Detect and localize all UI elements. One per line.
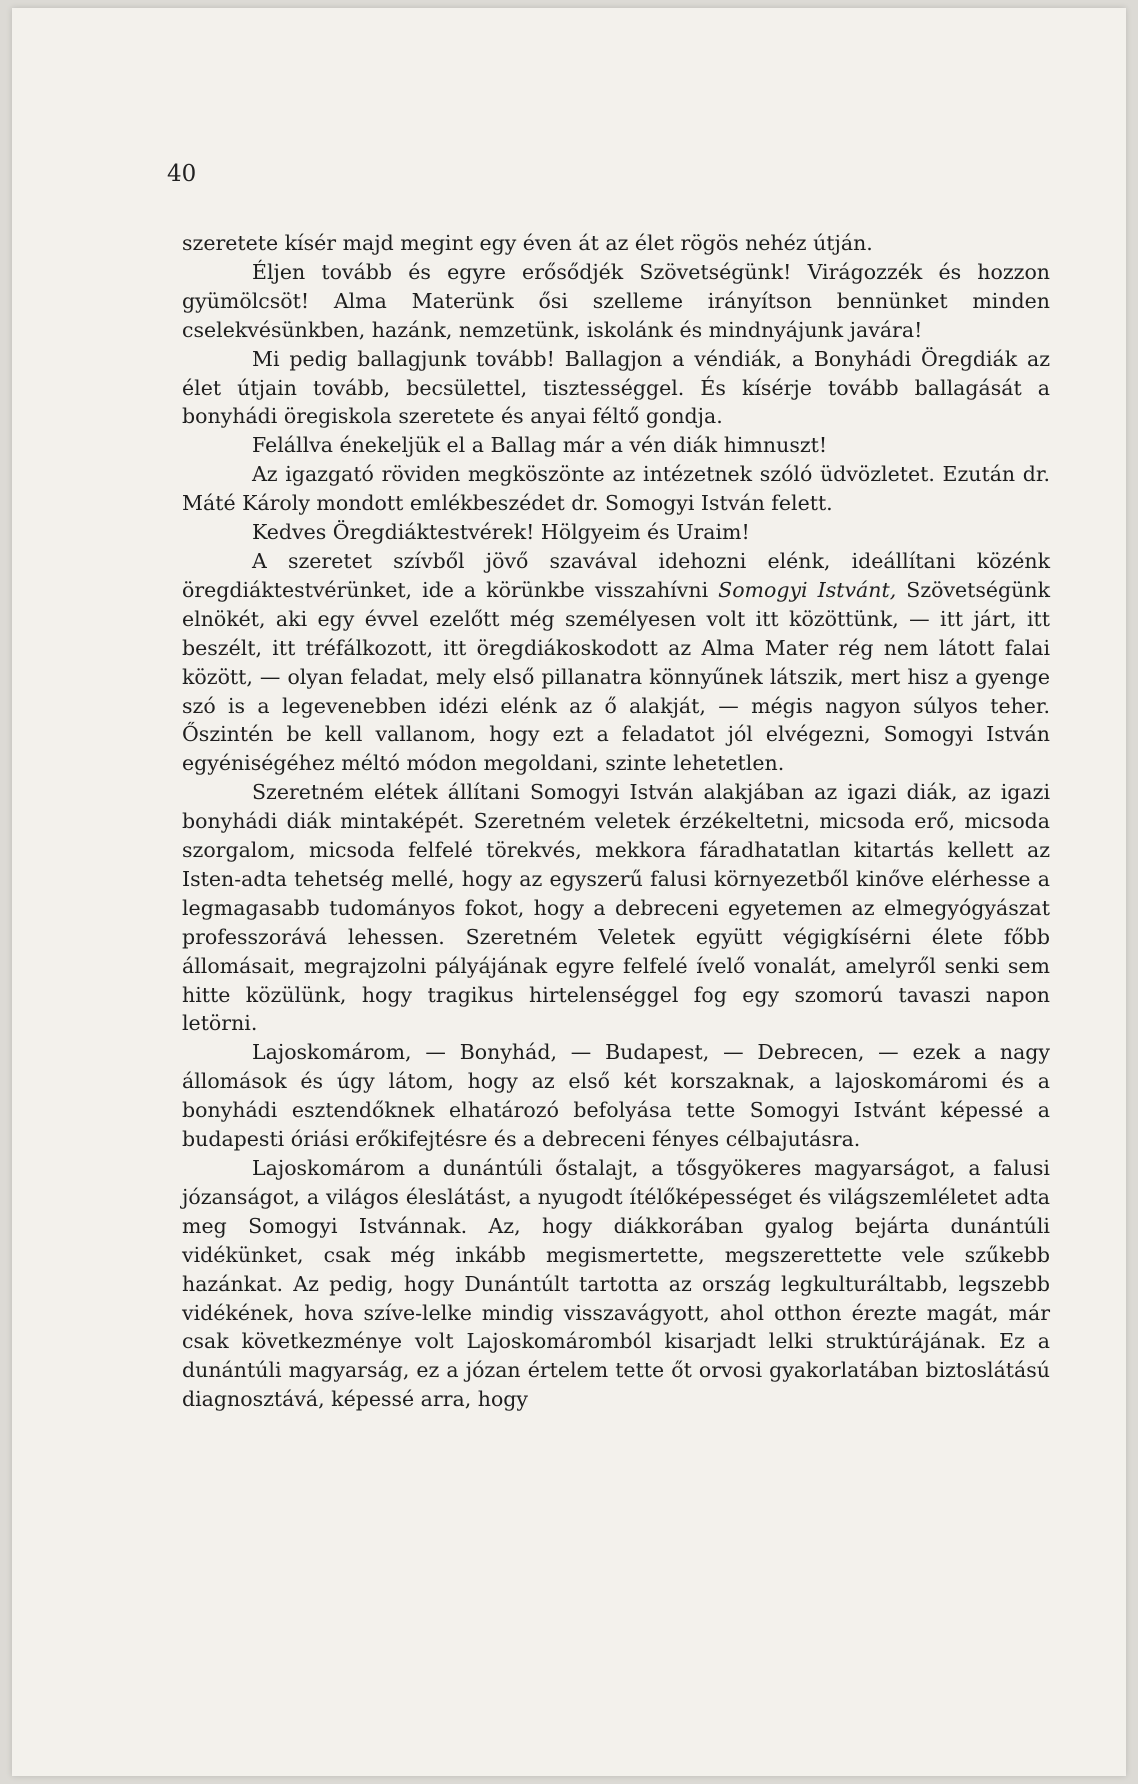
text-run: Mi pedig ballagjunk tovább! Ballagjon a véndiák, a Bonyhádi Öregdiák az élet útjain tovább, becsülettel, tisztességgel. És kísérje tovább ballagását a bonyhádi öregiskola szeretete és anyai féltő gondja. [182, 346, 1050, 429]
text-run: Éljen tovább és egyre erősődjék Szövetségünk! Virágozzék és hozzon gyümölcsöt! Alma Materünk ősi szelleme irányítson bennünket minden cselekvésünkben, hazánk, nemzetünk, iskolánk és mindnyájunk javára! [182, 259, 1050, 342]
text-run: Lajoskomárom a dunántúli őstalajt, a tősgyökeres magyarságot, a falusi józanságot, a világos éleslátást, a nyugodt ítélőképességet és világszemléletet adta meg Somogyi Istvánnak. Az, hogy diákkorában gyalog bejárta dunántúli vidékünket, csak még inkább megismertette, megszerettette vele szűkebb hazánkat. Az pedig, hogy Dunántúlt tartotta az ország legkulturáltabb, legszebb vidékének, hova szíve-lelke mindig visszavágyott, ahol otthon érezte magát, már csak következménye volt Lajoskomáromból kisarjadt lelki struktúrájának. Ez a dunántúli magyarság, ez a józan értelem tette őt orvosi gyakorlatában biztoslátású diagnosztává, képessé arra, hogy [182, 1156, 1050, 1412]
paragraph [182, 431, 1050, 460]
paragraph [182, 258, 1050, 345]
text-run: Szeretném elétek állítani Somogyi István alakjában az igazi diák, az igazi bonyhádi diák mintaképét. Szeretném veletek érzékeltetni, micsoda erő, micsoda szorgalom, micsoda felfelé törekvés, mekkora fáradhatatlan kitartás kellett az Isten-adta tehetség mellé, hogy az egyszerű falusi környezetből kinőve elérhesse a legmagasabb tudományos fokot, hogy a debreceni egyetemen az elmegyógyászat professzorává lehessen. Szeretném Veletek együtt végigkísérni élete főbb állomásait, megrajzolni pályájának egyre felfelé ívelő vonalát, amelyről senki sem hitte közülünk, hogy tragikus hirtelenséggel fog egy szomorú tavaszi napon letörni. [182, 780, 1050, 1036]
text-run: szeretete kísér majd megint egy éven át az élet rögös nehéz útján. [182, 231, 873, 255]
paragraph [182, 518, 1050, 547]
paragraph [182, 1154, 1050, 1414]
text-run: Lajoskomárom, — Bonyhád, — Budapest, — Debrecen, — ezek a nagy állomások és úgy látom, hogy az első két korszaknak, a lajoskomáromi és a bonyhádi esztendőknek elhatározó befolyása tette Somogyi Istvánt képessé a budapesti óriási erőkifejtésre és a debreceni fényes célbajutásra. [182, 1040, 1050, 1152]
paragraph [182, 229, 1050, 258]
paragraph [182, 460, 1050, 518]
text-run: Kedves Öregdiáktestvérek! Hölgyeim és Uraim! [252, 520, 750, 545]
text-run: Felállva énekeljük el a Ballag már a vén diák himnuszt! [252, 433, 828, 458]
book-page [12, 8, 1126, 1776]
text-run: Szövetségünk elnökét, aki egy évvel ezelőtt még személyesen volt itt közöttünk, — itt járt, itt beszélt, itt tréfálkozott, itt öregdiákoskodott az Alma Mater rég nem látott falai között, — olyan feladat, mely első pillanatra könnyűnek látszik, mert hisz a gyenge szó is a legevenebben idézi elénk az ő alakját, — mégis nagyon súlyos teher. Őszintén be kell vallanom, hogy ezt a feladatot jól elvégezni, Somogyi István egyéniségéhez méltó módon megoldani, szinte lehetetlen. [182, 577, 1051, 776]
paragraph [182, 1038, 1050, 1154]
text-run: A szeretet szívből jövő szavával idehozni elénk, ideállítani közénk öregdiáktestvérünket, ide a körünkbe visszahívni [182, 548, 1050, 602]
paragraph [182, 778, 1050, 1038]
paragraph [182, 345, 1050, 432]
paragraph [182, 547, 1050, 778]
page-number: 40 [167, 161, 197, 187]
italic-name: Somogyi Istvánt, [718, 577, 897, 602]
text-run: Az igazgató röviden megköszönte az intézetnek szóló üdvözletet. Ezután dr. Máté Károly mondott emlékbeszédet dr. Somogyi István felett. [182, 462, 1050, 516]
body-text [182, 229, 1050, 1414]
